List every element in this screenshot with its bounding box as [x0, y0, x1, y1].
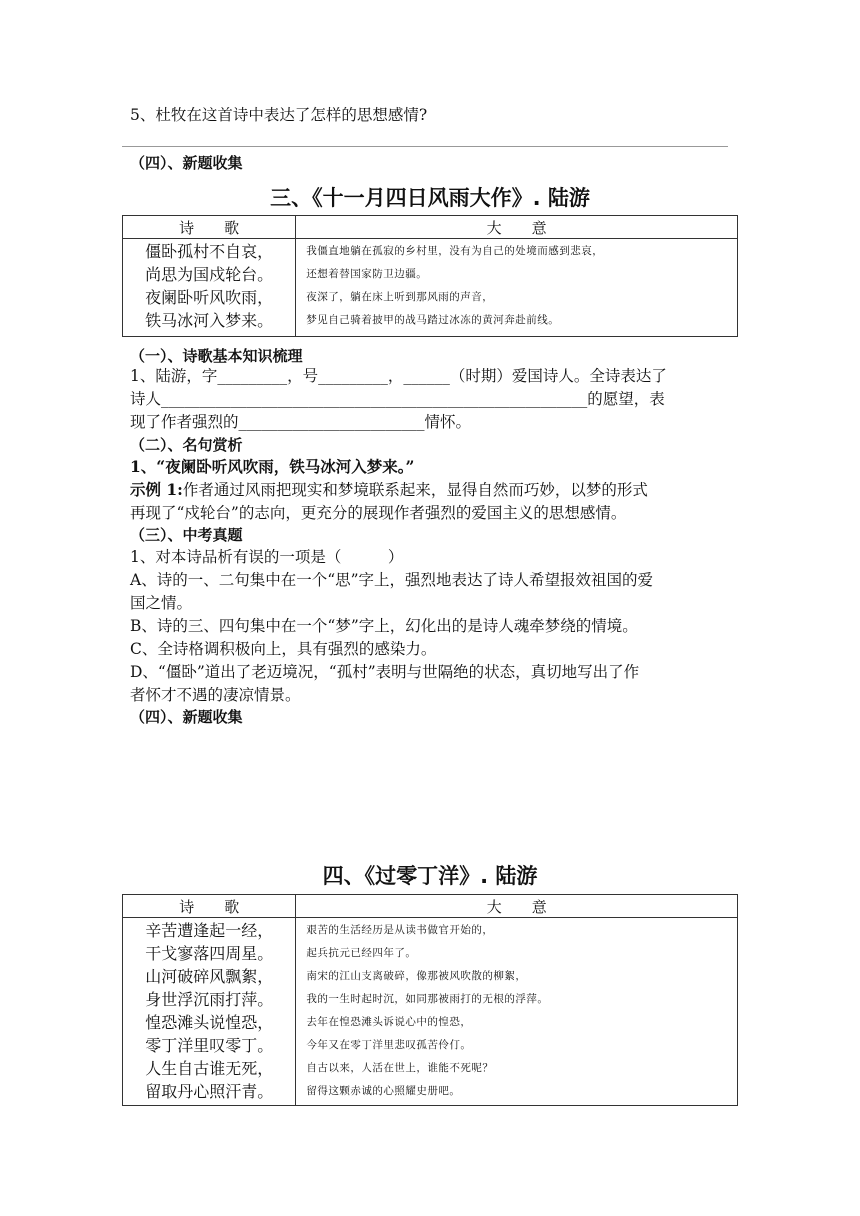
heading-new-collect-2: （四）、新题收集 [130, 708, 243, 726]
knowledge-line-1: 1、陆游，字_________，号_________，______（时期）爱国诗人。全诗表达了 [130, 367, 667, 385]
poem-line: 惶恐滩头说惶恐， [145, 1013, 274, 1032]
section4-table [122, 894, 738, 1106]
heading-famous-lines: （二）、名句赏析 [130, 436, 243, 454]
question-5: 5、杜牧在这首诗中表达了怎样的思想感情? [130, 106, 428, 124]
meaning-line: 梦见自己骑着披甲的战马踏过冰冻的黄河奔赴前线。 [306, 314, 560, 326]
poem-line: 铁马冰河入梦来。 [145, 311, 274, 330]
famous-line: 1、“夜阑卧听风吹雨，铁马冰河入梦来。” [130, 457, 415, 476]
meaning-line: 艰苦的生活经历是从读书做官开始的， [306, 924, 494, 936]
meaning-line: 自古以来，人活在世上，谁能不死呢？ [306, 1062, 494, 1074]
section3-table [122, 215, 738, 337]
exam-question-1: 1、对本诗品析有误的一项是（ ） [130, 548, 404, 566]
meaning-line: 留得这颗赤诚的心照耀史册吧。 [306, 1085, 461, 1097]
option-d-line-1: D、“僵卧”道出了老迈境况，“孤村”表明与世隔绝的状态，真切地写出了作 [130, 663, 640, 681]
meaning-line: 夜深了，躺在床上听到那风雨的声音， [306, 291, 494, 303]
section3-col-poem: 诗 歌 [123, 216, 296, 239]
meaning-line: 我僵直地躺在孤寂的乡村里，没有为自己的处境而感到悲哀， [306, 245, 604, 257]
meaning-line: 起兵抗元已经四年了。 [306, 947, 417, 959]
meaning-line: 还想着替国家防卫边疆。 [306, 268, 428, 280]
knowledge-line-3: 现了作者强烈的________________________情怀。 [130, 413, 472, 431]
knowledge-line-2: 诗人_______________________________________________________的愿望，表 [130, 390, 665, 408]
section3-col-meaning: 大 意 [296, 216, 738, 239]
poem-line: 夜阑卧听风吹雨， [145, 288, 274, 307]
example-line-2: 再现了“戍轮台”的志向，更充分的展现作者强烈的爱国主义的思想感情。 [130, 504, 627, 522]
poem-line: 山河破碎风飘絮， [145, 967, 274, 986]
section4-col-meaning: 大 意 [296, 895, 738, 918]
option-c: C、全诗格调积极向上，具有强烈的感染力。 [130, 640, 437, 658]
section4-poem-cell [123, 918, 296, 1106]
example-line-1 [130, 479, 648, 501]
poem-line: 零丁洋里叹零丁。 [145, 1036, 274, 1055]
meaning-line: 我的一生时起时沉，如同那被雨打的无根的浮萍。 [306, 993, 549, 1005]
option-d-line-2: 者怀才不遇的凄凉情景。 [130, 686, 301, 704]
section4-meaning-cell [296, 918, 738, 1106]
meaning-line: 今年又在零丁洋里悲叹孤苦伶仃。 [306, 1039, 472, 1051]
meaning-line: 去年在惶恐滩头诉说心中的惶恐， [306, 1016, 472, 1028]
section3-title: 三、《十一月四日风雨大作》. 陆游 [270, 186, 590, 210]
poem-line: 僵卧孤村不自哀， [145, 242, 274, 261]
heading-basic-knowledge: （一）、诗歌基本知识梳理 [130, 347, 303, 365]
poem-line: 人生自古谁无死， [145, 1059, 274, 1078]
section3-poem-cell [123, 239, 296, 337]
divider [122, 146, 728, 147]
example-text-1: 作者通过风雨把现实和梦境联系起来，显得自然而巧妙，以梦的形式 [182, 481, 648, 499]
option-a-line-1: A、诗的一、二句集中在一个“思”字上，强烈地表达了诗人希望报效祖国的爱 [130, 571, 654, 589]
poem-line: 辛苦遭逢起一经， [145, 921, 274, 940]
poem-line: 尚思为国戍轮台。 [145, 265, 274, 284]
poem-line: 干戈寥落四周星。 [145, 944, 274, 963]
section4-col-poem: 诗 歌 [123, 895, 296, 918]
heading-exam-questions: （三）、中考真题 [130, 526, 243, 544]
meaning-line: 南宋的江山支离破碎，像那被风吹散的柳絮， [306, 970, 527, 982]
section4-title: 四、《过零丁洋》. 陆游 [322, 864, 538, 888]
option-b: B、诗的三、四句集中在一个“梦”字上，幻化出的是诗人魂牵梦绕的情境。 [130, 617, 638, 635]
option-a-line-2: 国之情。 [130, 594, 193, 612]
poem-line: 身世浮沉雨打萍。 [145, 990, 274, 1009]
poem-line: 留取丹心照汗青。 [145, 1082, 274, 1101]
example-label: 示例 1: [130, 480, 183, 499]
section-heading-new-collect: （四）、新题收集 [130, 154, 243, 172]
section3-meaning-cell [296, 239, 738, 337]
